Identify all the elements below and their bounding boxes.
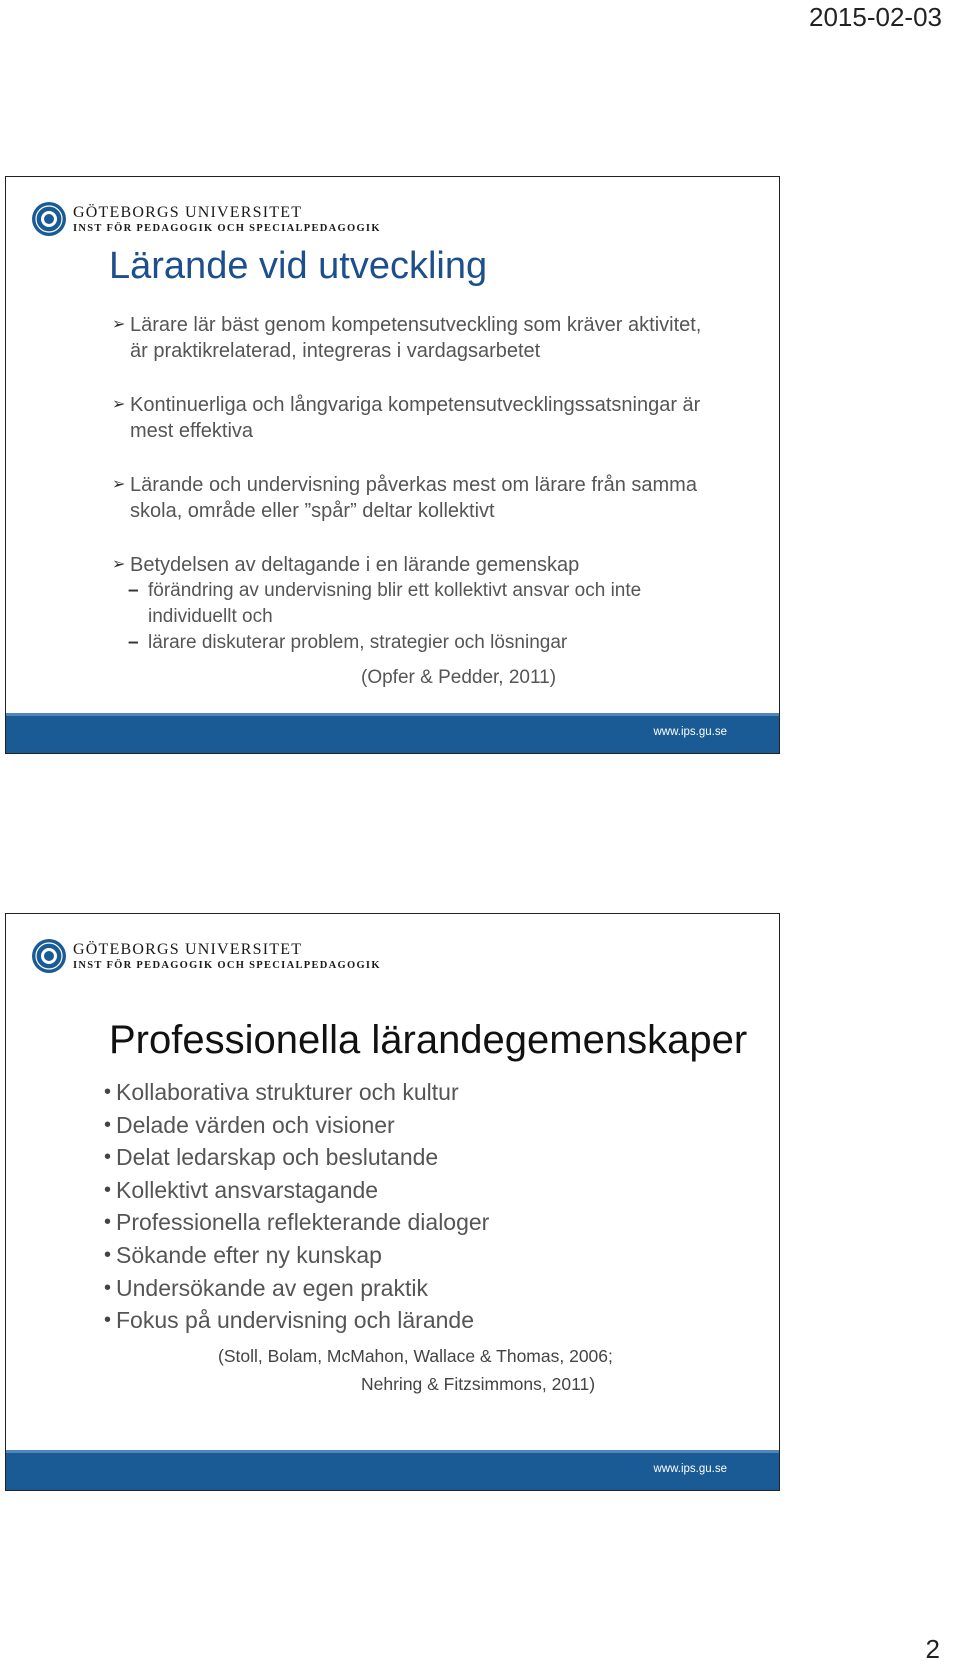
university-seal-icon [31,938,67,974]
slide-2 [5,913,780,1491]
list-item [104,1174,489,1207]
bullet-line: Betydelsen av deltagande i en lärande gemenskap [130,554,580,576]
sub-bullet-item [116,578,756,630]
bullet-line: mest effektiva [130,420,254,442]
list-item [104,1272,489,1305]
bullet-dot-icon: • [104,1113,112,1136]
list-item-text: Professionella reflekterande dialoger [116,1209,490,1236]
slide-body [104,1076,489,1337]
arrowhead-icon: ➢ [112,396,126,413]
bullet-dot-icon: • [104,1211,112,1234]
slide-title: Lärande vid utveckling [109,245,488,287]
bullet-dot-icon: • [104,1276,112,1299]
list-item-text: Undersökande av egen praktik [116,1274,428,1301]
bullet-dot-icon: • [104,1146,112,1169]
bullet-item [112,392,756,444]
bullet-item [112,472,756,524]
sub-bullet-line: individuellt och [148,606,273,627]
list-item [104,1206,489,1239]
citation-line-2: Nehring & Fitzsimmons, 2011) [361,1374,596,1394]
sub-bullet-line: lärare diskuterar problem, strategier och lösningar [148,632,568,653]
sub-bullet-line: förändring av undervisning blir ett kollektivt ansvar och inte [148,580,642,601]
list-item [104,1141,489,1174]
slide-1 [5,176,780,754]
university-name: GÖTEBORGS UNIVERSITET [73,204,303,221]
bullet-dot-icon: • [104,1081,112,1103]
slide-body [112,312,756,656]
list-item [104,1239,489,1272]
sub-bullet-item [116,630,756,656]
slide-title: Professionella lärandegemenskaper [109,1018,748,1062]
list-item-text: Delat ledarskap och beslutande [116,1144,439,1171]
arrowhead-icon: ➢ [112,476,126,493]
arrowhead-icon: ➢ [112,556,126,573]
dash-icon: – [128,580,139,601]
list-item [104,1076,489,1109]
list-item-text: Kollaborativa strukturer och kultur [116,1079,459,1105]
bullet-line: skola, område eller ”spår” deltar kollektivt [130,500,495,522]
citation: (Opfer & Pedder, 2011) [361,667,557,688]
bullet-dot-icon: • [104,1178,112,1201]
page-number: 2 [925,1634,940,1664]
bullet-dot-icon: • [104,1243,112,1266]
university-seal-icon [31,201,67,237]
bullet-dot-icon: • [104,1309,112,1332]
website-link[interactable]: www.ips.gu.se [653,726,727,738]
list-item-text: Delade värden och visioner [116,1111,395,1138]
university-name: GÖTEBORGS UNIVERSITET [73,941,303,958]
bullet-item [112,552,756,578]
slide-footer [6,713,779,753]
department-name: INST FÖR PEDAGOGIK OCH SPECIALPEDAGOGIK [73,223,381,234]
arrowhead-icon: ➢ [112,316,126,333]
list-item [104,1109,489,1142]
list-item-text: Fokus på undervisning och lärande [116,1307,475,1334]
bullet-line: är praktikrelaterad, integreras i vardagsarbetet [130,340,541,362]
page-date: 2015-02-03 [809,2,942,32]
list-item-text: Kollektivt ansvarstagande [116,1176,379,1203]
citation-line-1: (Stoll, Bolam, McMahon, Wallace & Thomas, 2006; [218,1346,613,1366]
bullet-item [112,312,756,364]
department-name: INST FÖR PEDAGOGIK OCH SPECIALPEDAGOGIK [73,960,381,971]
bullet-line: Kontinuerliga och långvariga kompetensutvecklingssatsningar är [130,394,701,416]
list-item-text: Sökande efter ny kunskap [116,1241,382,1268]
list-item [104,1304,489,1337]
website-link[interactable]: www.ips.gu.se [653,1463,727,1475]
slide-footer [6,1450,779,1490]
bullet-line: Lärare lär bäst genom kompetensutveckling som kräver aktivitet, [130,314,702,336]
bullet-line: Lärande och undervisning påverkas mest om lärare från samma [130,474,697,496]
dash-icon: – [128,632,139,653]
